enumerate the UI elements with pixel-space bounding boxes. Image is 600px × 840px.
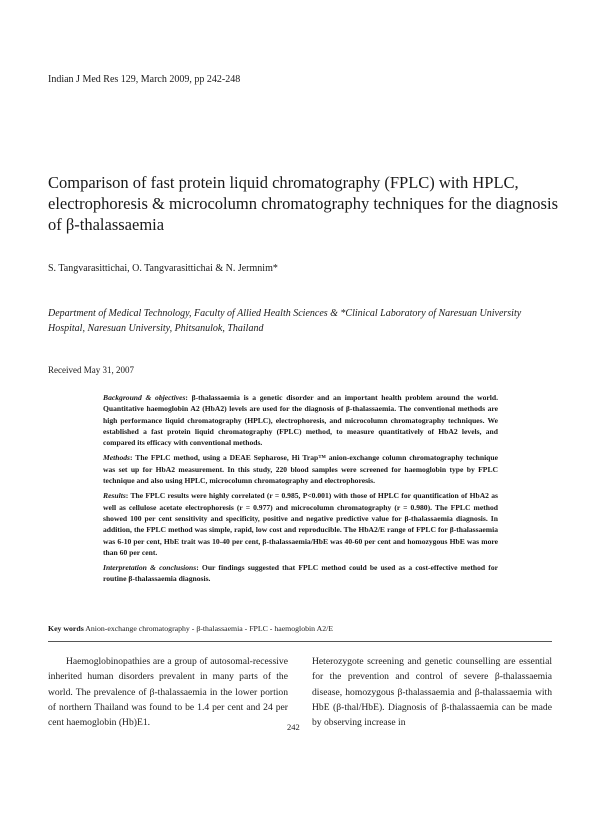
body-right-column	[312, 654, 552, 730]
abstract-methods-text: : The FPLC method, using a DEAE Sepharose, Hi Trap™ anion-exchange column chromatography technique was set up for HbA2 measurement. In this study, 220 blood samples were screened for haemoglobin type by FPLC technique and also using HPLC, microcolumn chromatography and electrophoresis.	[103, 453, 498, 486]
keywords-label: Key words	[48, 624, 84, 633]
abstract-background	[103, 392, 498, 448]
divider-rule	[48, 641, 552, 642]
body-left-paragraph: Haemoglobinopathies are a group of autosomal-recessive inherited human disorders prevalent in many parts of the world. The prevalence of β-thalassaemia in the lower portion of northern Thailand was found to be 1.4 per cent and 24 per cent haemoglobin (Hb)E1.	[48, 656, 288, 729]
abstract-methods-heading: Methods	[103, 453, 131, 463]
keywords	[48, 624, 333, 633]
received-date: Received May 31, 2007	[48, 365, 134, 375]
abstract-background-text: : β-thalassaemia is a genetic disorder and an important health problem around the world. Quantitative haemoglobin A2 (HbA2) levels are used for the diagnosis of β-thalassaemia. The conventional methods are high performance liquid chromatography (HPLC), electrophoresis, and microcolumn chromatography techniques. We established a fast protein liquid chromatography (FPLC) method, to measure quantitatively of HbA2 levels, and compared its efficacy with conventional methods.	[103, 393, 498, 448]
abstract	[103, 392, 498, 589]
body-right-paragraph: Heterozygote screening and genetic counselling are essential for the prevention and control of severe β-thalassaemia disease, homozygous β-thalassaemia and β-thalassaemia with HbE (β-thal/HbE). Diagnosis of β-thalassaemia can be made by observing increase in	[312, 656, 552, 729]
abstract-background-heading: Background & objectives	[103, 393, 186, 402]
body-left-column	[48, 654, 288, 730]
abstract-conclusions-heading: Interpretation & conclusions	[103, 563, 197, 573]
page-number: 242	[287, 722, 300, 732]
abstract-results-text: : The FPLC results were highly correlated (r = 0.985, P<0.001) with those of HPLC for quantification of HbA2 as well as cellulose acetate electrophoresis (r = 0.977) and microcolumn chromatography (r = 0.980). The FPLC method showed 100 per cent sensitivity and specificity, positive and negative predictive value for β-thalassaemia diagnosis. In addition, the FPLC method was simple, rapid, low cost and reproducible. The HbA2/E range of FPLC for β-thalassaemia was 6-10 per cent, HbE trait was 10-40 per cent, β-thalassaemia/HbE was 40-60 per cent and homozygous HbE was more than 60 per cent.	[103, 491, 498, 557]
article-affiliation: Department of Medical Technology, Faculty of Allied Health Sciences & *Clinical Laboratory of Naresuan University Hospital, Naresuan University, Phitsanulok, Thailand	[48, 308, 522, 334]
journal-citation: Indian J Med Res 129, March 2009, pp 242-248	[48, 74, 241, 85]
abstract-results-heading: Results	[103, 491, 126, 501]
abstract-results	[103, 490, 498, 558]
article-authors: S. Tangvarasittichai, O. Tangvarasittichai & N. Jermnim*	[48, 263, 278, 274]
abstract-conclusions-text: : Our findings suggested that FPLC method could be used as a cost-effective method for routine β-thalassaemia diagnosis.	[103, 563, 498, 584]
abstract-conclusions	[103, 562, 498, 585]
article-title: Comparison of fast protein liquid chromatography (FPLC) with HPLC, electrophoresis & microcolumn chromatography techniques for the diagnosis of β-thalassaemia	[48, 173, 558, 234]
abstract-methods	[103, 452, 498, 486]
keywords-text: Anion-exchange chromatography - β-thalassaemia - FPLC - haemoglobin A2/E	[85, 624, 334, 633]
